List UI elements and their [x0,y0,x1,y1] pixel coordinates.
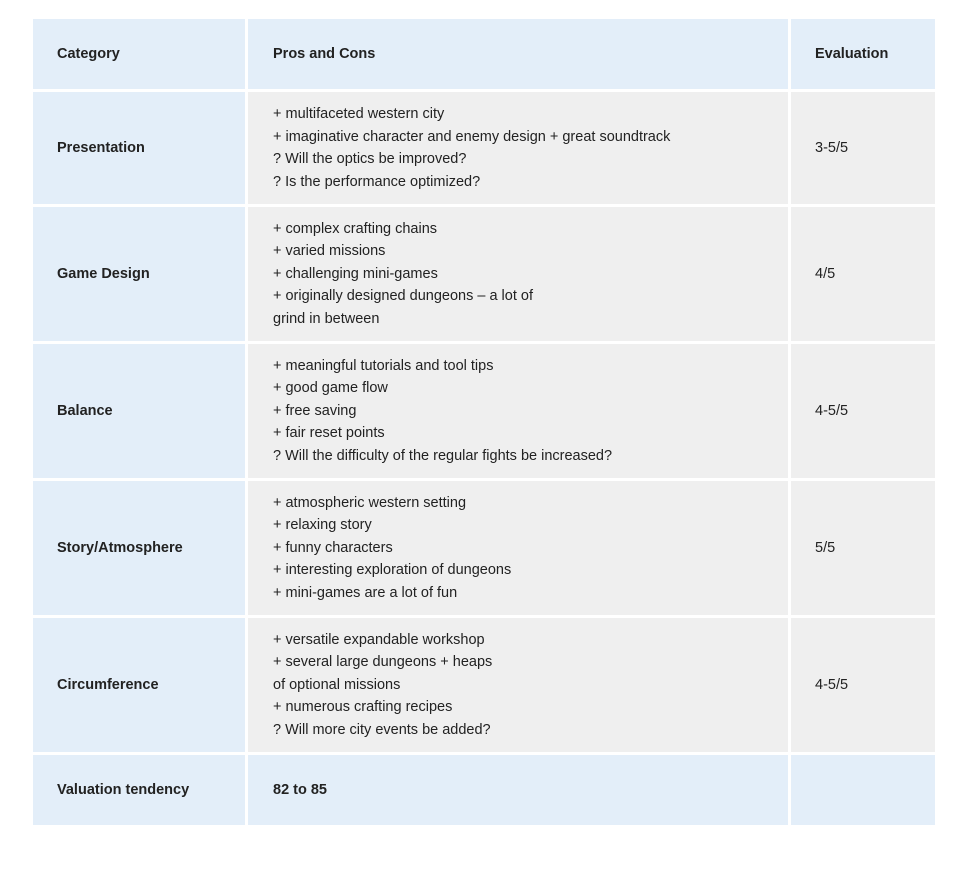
row-pros-cons [247,91,790,206]
pros-cons-line: + free saving [273,402,357,419]
header-pros-cons: Pros and Cons [247,18,790,91]
table-row [32,91,937,206]
pros-cons-line: + challenging mini-games [273,265,438,282]
row-evaluation: 4/5 [790,206,937,343]
table-footer-row [32,754,937,827]
row-category: Game Design [32,206,247,343]
row-pros-cons [247,480,790,617]
pros-cons-line: ? Will more city events be added? [273,721,491,738]
pros-cons-line: + interesting exploration of dungeons [273,562,512,579]
table-row [32,206,937,343]
footer-evaluation [790,754,937,827]
pros-cons-line: + good game flow [273,380,388,397]
pros-cons-line: + fair reset points [273,425,385,442]
pros-cons-line: + mini-games are a lot of fun [273,584,458,601]
footer-category: Valuation tendency [32,754,247,827]
pros-cons-line: + funny characters [273,539,393,556]
row-evaluation: 3-5/5 [790,91,937,206]
pros-cons-line: + relaxing story [273,517,372,534]
row-category: Presentation [32,91,247,206]
review-table-container [30,16,935,828]
row-evaluation: 4-5/5 [790,617,937,754]
pros-cons-line: + multifaceted western city [273,106,445,122]
pros-cons-line: ? Will the optics be improved? [273,151,467,167]
pros-cons-line: + several large dungeons + heaps [273,654,493,671]
row-evaluation: 5/5 [790,480,937,617]
row-pros-cons [247,206,790,343]
pros-cons-line: + numerous crafting recipes [273,699,453,716]
pros-cons-line: + originally designed dungeons – a lot of [273,288,533,305]
row-evaluation: 4-5/5 [790,343,937,480]
pros-cons-line: + imaginative character and enemy design + great soundtrack [273,128,671,145]
pros-cons-line: grind in between [273,310,380,327]
pros-cons-line: of optional missions [273,676,401,693]
row-category: Story/Atmosphere [32,480,247,617]
row-category: Balance [32,343,247,480]
table-row [32,343,937,480]
table-row [32,480,937,617]
pros-cons-line: ? Will the difficulty of the regular fights be increased? [273,447,613,464]
table-row [32,617,937,754]
review-table [30,16,938,828]
row-pros-cons [247,617,790,754]
pros-cons-line: + meaningful tutorials and tool tips [273,357,494,374]
pros-cons-line: + atmospheric western setting [273,494,467,511]
pros-cons-line: + versatile expandable workshop [273,631,485,648]
pros-cons-line: + complex crafting chains [273,220,438,237]
row-pros-cons [247,343,790,480]
table-header-row [32,18,937,91]
pros-cons-line: + varied missions [273,243,386,260]
pros-cons-line: ? Is the performance optimized? [273,173,481,190]
row-category: Circumference [32,617,247,754]
header-evaluation: Evaluation [790,18,937,91]
header-category: Category [32,18,247,91]
footer-value: 82 to 85 [247,754,790,827]
